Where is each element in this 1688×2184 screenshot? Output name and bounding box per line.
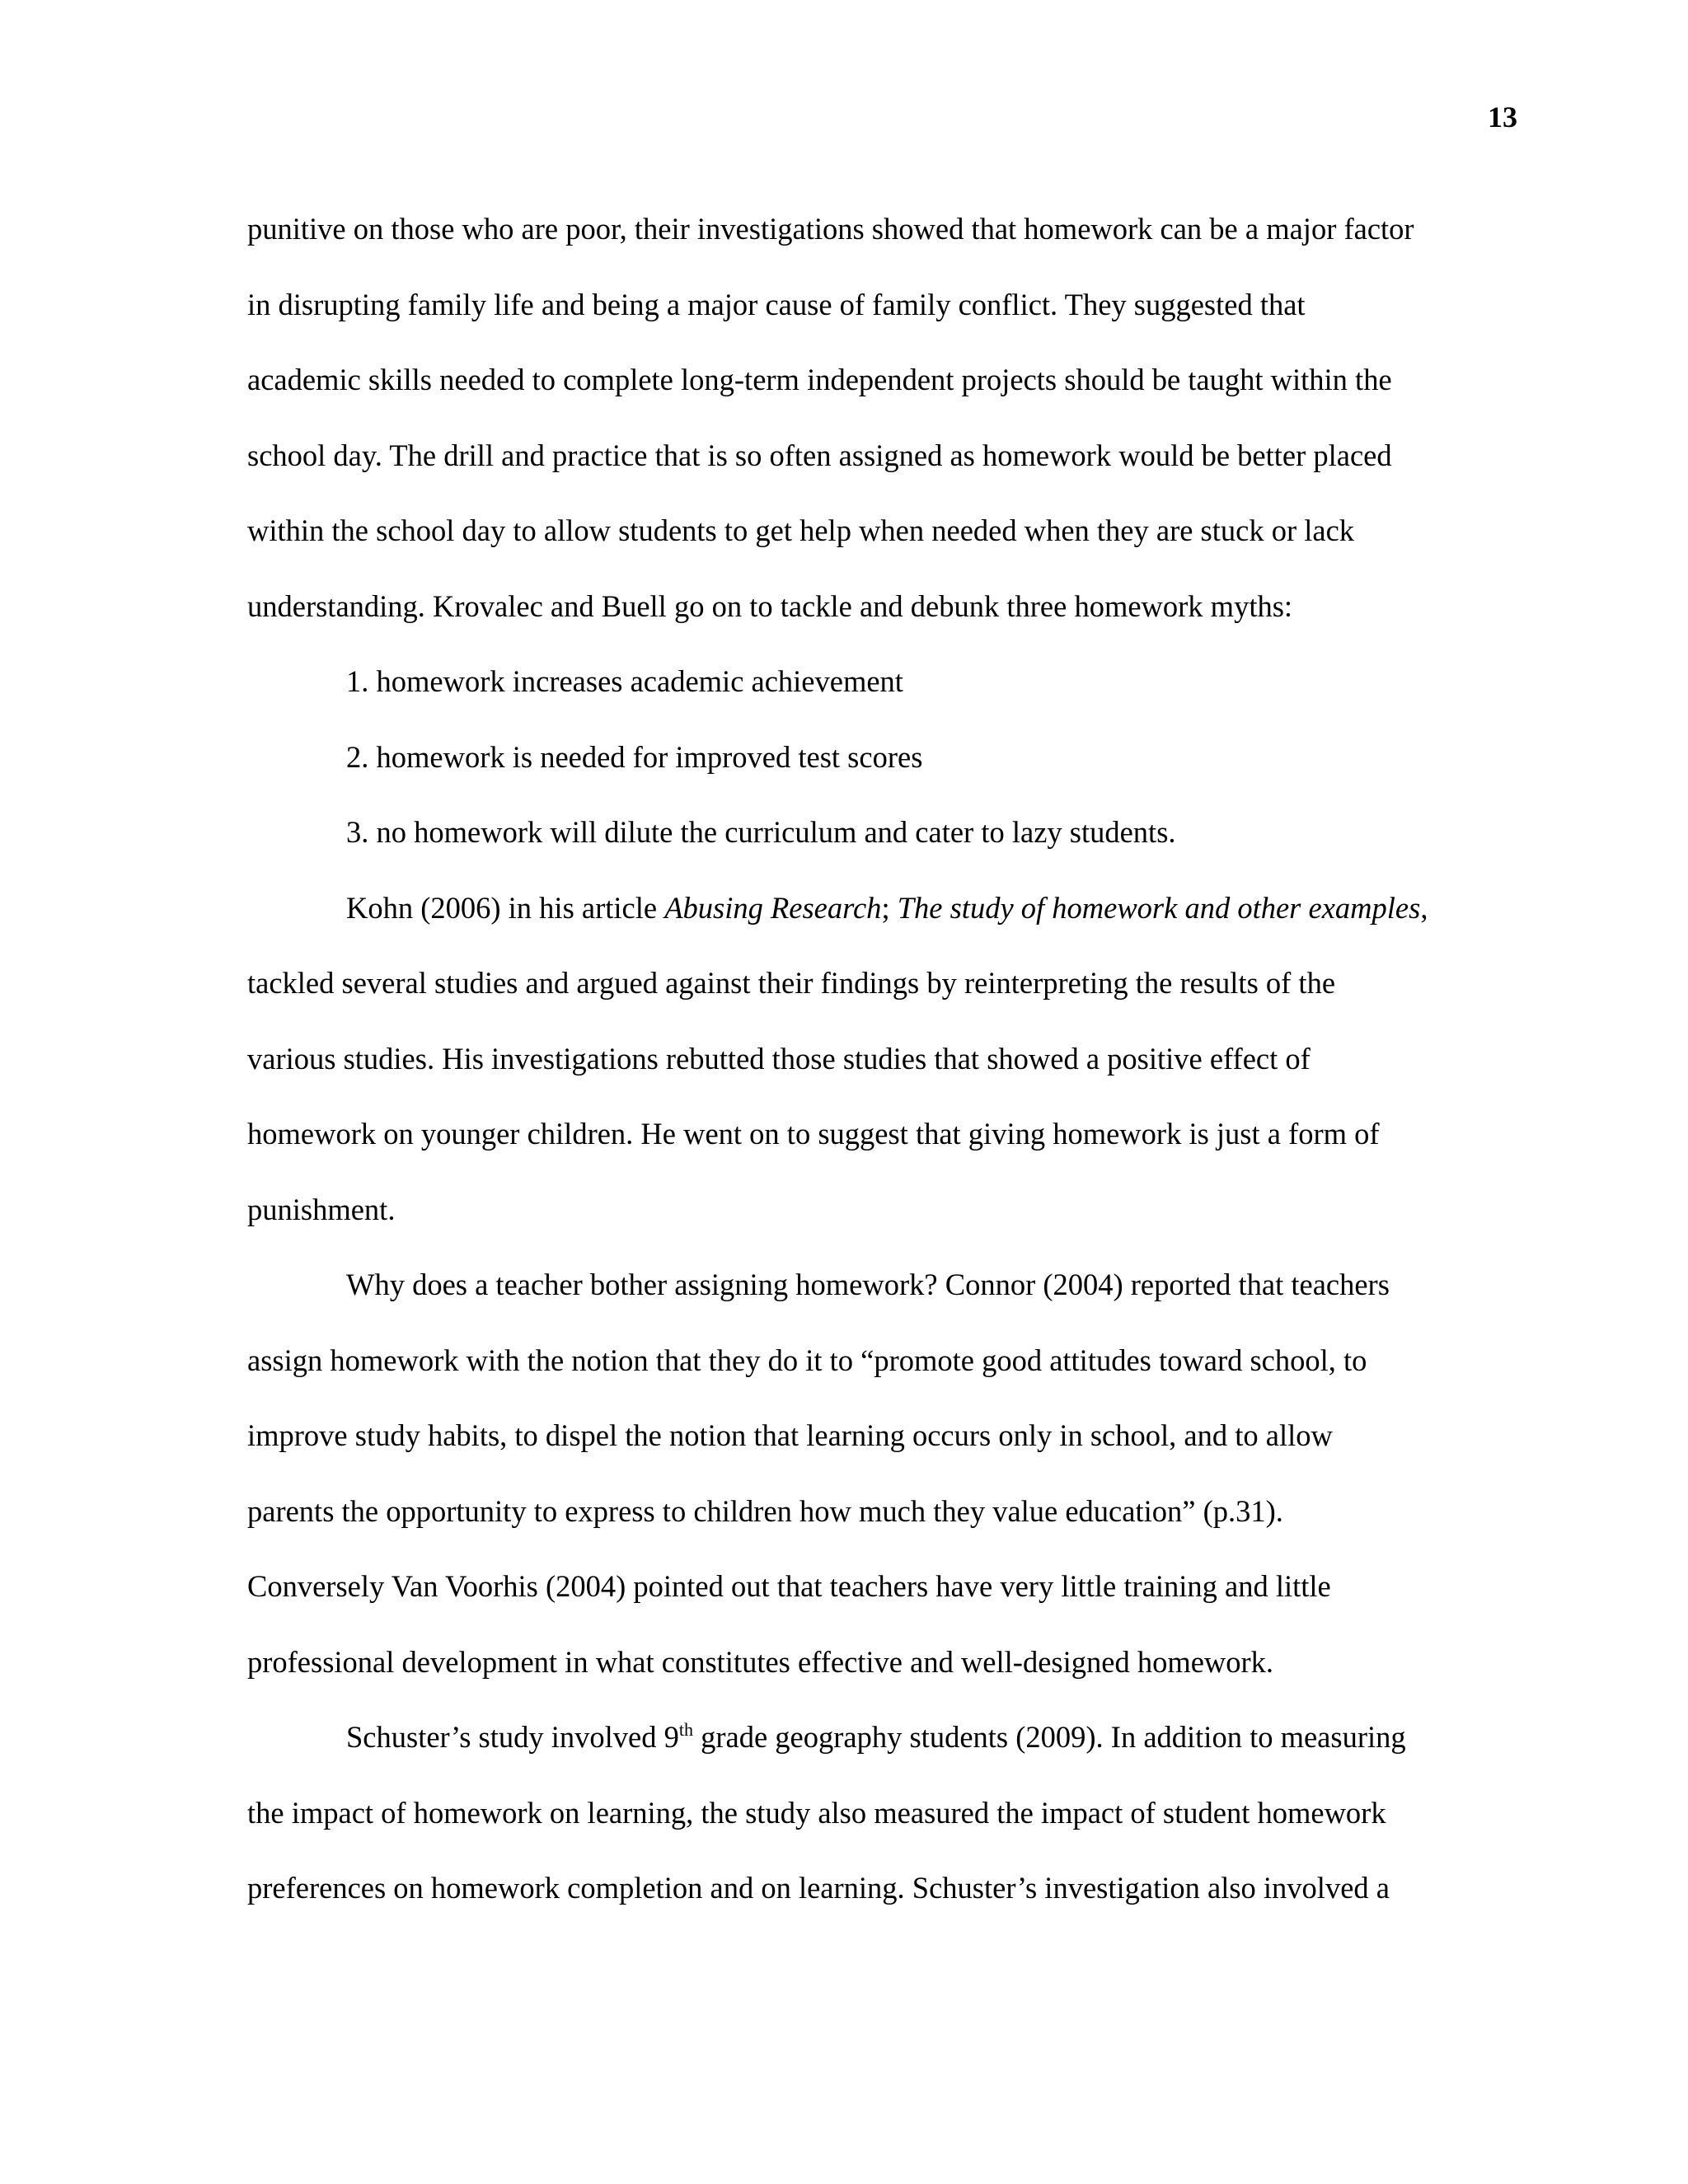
myth-list-item: 1. homework increases academic achievement — [346, 664, 903, 698]
paragraph-first-line — [247, 870, 1533, 946]
article-title-part1: Abusing Research — [664, 890, 882, 925]
paragraph-first-line — [247, 1699, 1533, 1775]
ordinal-superscript: th — [678, 1719, 693, 1740]
body-text: grade geography students (2009). In addition to measuring — [692, 1720, 1406, 1754]
body-line: Conversely Van Voorhis (2004) pointed out that teachers have very little training and little — [247, 1569, 1331, 1603]
body-text: Schuster’s study involved 9 — [346, 1720, 679, 1754]
body-line: in disrupting family life and being a major cause of family conflict. They suggested that — [247, 287, 1306, 321]
body-line: school day. The drill and practice that is so often assigned as homework would be better placed — [247, 438, 1392, 472]
myth-list-item: 2. homework is needed for improved test scores — [346, 739, 923, 774]
body-text: Kohn (2006) in his article — [346, 890, 665, 925]
body-line: parents the opportunity to express to children how much they value education” (p.31). — [247, 1493, 1283, 1528]
body-line: understanding. Krovalec and Buell go on to tackle and debunk three homework myths: — [247, 588, 1293, 623]
article-title-part2: The study of homework and other examples — [897, 890, 1421, 925]
paragraph-first-line: Why does a teacher bother assigning homework? Connor (2004) reported that teachers — [346, 1268, 1390, 1301]
body-line: preferences on homework completion and on learning. Schuster’s investigation also involved a — [247, 1871, 1390, 1905]
body-line: the impact of homework on learning, the study also measured the impact of student homework — [247, 1795, 1386, 1830]
body-line: professional development in what constitutes effective and well-designed homework. — [247, 1644, 1274, 1679]
body-line: assign homework with the notion that they do it to “promote good attitudes toward school, to — [247, 1343, 1367, 1377]
body-text: , — [1420, 890, 1428, 925]
body-line: tackled several studies and argued against their findings by reinterpreting the results of the — [247, 966, 1336, 1000]
document-body — [247, 191, 1533, 1926]
body-line: homework on younger children. He went on to suggest that giving homework is just a form of — [247, 1117, 1380, 1151]
title-separator: ; — [881, 890, 890, 925]
body-line: improve study habits, to dispel the notion that learning occurs only in school, and to allow — [247, 1418, 1333, 1452]
body-line: academic skills needed to complete long-term independent projects should be taught within the — [247, 363, 1392, 396]
body-line: punishment. — [247, 1192, 396, 1226]
myth-list-item: 3. no homework will dilute the curriculum and cater to lazy students. — [346, 815, 1176, 849]
body-line: within the school day to allow students to get help when needed when they are stuck or lack — [247, 513, 1355, 547]
body-line: various studies. His investigations rebutted those studies that showed a positive effect of — [247, 1041, 1311, 1076]
page-number: 13 — [1488, 101, 1517, 134]
body-line: punitive on those who are poor, their investigations showed that homework can be a major factor — [247, 212, 1414, 246]
